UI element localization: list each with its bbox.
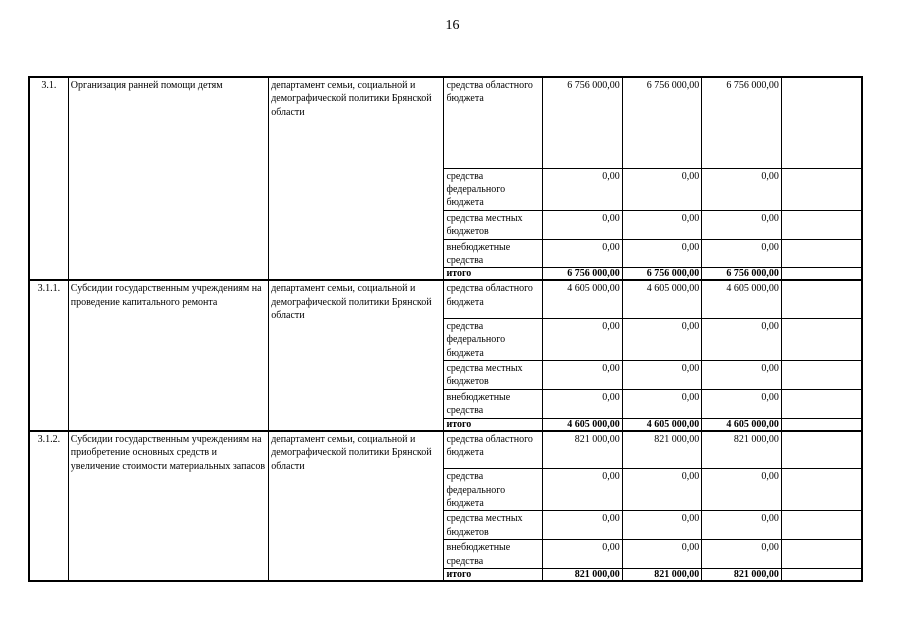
funding-amount: 0,00 bbox=[543, 389, 623, 418]
funding-source: внебюджетные средства bbox=[444, 239, 543, 268]
funding-amount: 0,00 bbox=[622, 239, 702, 268]
item-executor: департамент семьи, социальной и демографической политики Брянской области bbox=[269, 431, 444, 581]
item-executor: департамент семьи, социальной и демографической политики Брянской области bbox=[269, 77, 444, 280]
funding-source: средства местных бюджетов bbox=[444, 210, 543, 239]
item-name: Субсидии государственным учреждениям на проведение капитального ремонта bbox=[68, 280, 268, 430]
funding-amount: 0,00 bbox=[622, 210, 702, 239]
funding-source: внебюджетные средства bbox=[444, 389, 543, 418]
funding-source: средства областного бюджета bbox=[444, 77, 543, 168]
empty-cell bbox=[781, 77, 862, 168]
empty-cell bbox=[781, 361, 862, 390]
total-amount: 4 605 000,00 bbox=[702, 418, 782, 431]
funding-amount: 0,00 bbox=[702, 540, 782, 569]
empty-cell bbox=[781, 469, 862, 511]
total-amount: 821 000,00 bbox=[543, 569, 623, 582]
funding-amount: 6 756 000,00 bbox=[543, 77, 623, 168]
table-row bbox=[29, 77, 862, 168]
total-label: итого bbox=[444, 569, 543, 582]
funding-source: средства федерального бюджета bbox=[444, 168, 543, 210]
empty-cell bbox=[781, 540, 862, 569]
funding-amount: 6 756 000,00 bbox=[702, 77, 782, 168]
funding-amount: 0,00 bbox=[622, 389, 702, 418]
empty-cell bbox=[781, 268, 862, 281]
total-label: итого bbox=[444, 418, 543, 431]
item-code: 3.1.1. bbox=[29, 280, 68, 430]
funding-amount: 821 000,00 bbox=[543, 431, 623, 469]
funding-amount: 0,00 bbox=[543, 318, 623, 360]
empty-cell bbox=[781, 318, 862, 360]
funding-amount: 0,00 bbox=[543, 168, 623, 210]
funding-source: средства областного бюджета bbox=[444, 431, 543, 469]
funding-source: внебюджетные средства bbox=[444, 540, 543, 569]
total-label: итого bbox=[444, 268, 543, 281]
funding-amount: 0,00 bbox=[622, 540, 702, 569]
funding-source: средства федерального бюджета bbox=[444, 469, 543, 511]
empty-cell bbox=[781, 389, 862, 418]
page-number: 16 bbox=[445, 18, 460, 33]
empty-cell bbox=[781, 569, 862, 582]
funding-amount: 821 000,00 bbox=[622, 431, 702, 469]
item-name: Организация ранней помощи детям bbox=[68, 77, 268, 280]
budget-table-body bbox=[29, 77, 862, 581]
item-code: 3.1.2. bbox=[29, 431, 68, 581]
table-row bbox=[29, 280, 862, 318]
funding-amount: 0,00 bbox=[702, 469, 782, 511]
funding-amount: 0,00 bbox=[622, 361, 702, 390]
total-amount: 6 756 000,00 bbox=[702, 268, 782, 281]
funding-amount: 6 756 000,00 bbox=[622, 77, 702, 168]
funding-amount: 0,00 bbox=[702, 389, 782, 418]
funding-amount: 0,00 bbox=[543, 239, 623, 268]
budget-table bbox=[28, 76, 863, 582]
funding-amount: 0,00 bbox=[622, 511, 702, 540]
item-executor: департамент семьи, социальной и демографической политики Брянской области bbox=[269, 280, 444, 430]
total-amount: 6 756 000,00 bbox=[622, 268, 702, 281]
funding-amount: 0,00 bbox=[622, 168, 702, 210]
table-row bbox=[29, 431, 862, 469]
item-name: Субсидии государственным учреждениям на приобретение основных средств и увеличение стоимости материальных запасов bbox=[68, 431, 268, 581]
empty-cell bbox=[781, 239, 862, 268]
funding-amount: 0,00 bbox=[702, 318, 782, 360]
funding-amount: 0,00 bbox=[702, 361, 782, 390]
item-code: 3.1. bbox=[29, 77, 68, 280]
empty-cell bbox=[781, 168, 862, 210]
funding-amount: 0,00 bbox=[702, 511, 782, 540]
funding-source: средства областного бюджета bbox=[444, 280, 543, 318]
funding-amount: 0,00 bbox=[543, 511, 623, 540]
funding-amount: 821 000,00 bbox=[702, 431, 782, 469]
empty-cell bbox=[781, 210, 862, 239]
empty-cell bbox=[781, 431, 862, 469]
funding-amount: 0,00 bbox=[543, 210, 623, 239]
funding-source: средства федерального бюджета bbox=[444, 318, 543, 360]
funding-amount: 0,00 bbox=[622, 469, 702, 511]
total-amount: 821 000,00 bbox=[702, 569, 782, 582]
funding-amount: 0,00 bbox=[702, 168, 782, 210]
funding-amount: 4 605 000,00 bbox=[543, 280, 623, 318]
empty-cell bbox=[781, 280, 862, 318]
funding-source: средства местных бюджетов bbox=[444, 511, 543, 540]
total-amount: 6 756 000,00 bbox=[543, 268, 623, 281]
funding-amount: 0,00 bbox=[702, 239, 782, 268]
funding-amount: 0,00 bbox=[702, 210, 782, 239]
funding-amount: 0,00 bbox=[622, 318, 702, 360]
funding-amount: 0,00 bbox=[543, 540, 623, 569]
total-amount: 4 605 000,00 bbox=[543, 418, 623, 431]
total-amount: 4 605 000,00 bbox=[622, 418, 702, 431]
funding-amount: 0,00 bbox=[543, 469, 623, 511]
funding-amount: 4 605 000,00 bbox=[622, 280, 702, 318]
funding-amount: 4 605 000,00 bbox=[702, 280, 782, 318]
funding-source: средства местных бюджетов bbox=[444, 361, 543, 390]
empty-cell bbox=[781, 418, 862, 431]
funding-amount: 0,00 bbox=[543, 361, 623, 390]
empty-cell bbox=[781, 511, 862, 540]
total-amount: 821 000,00 bbox=[622, 569, 702, 582]
